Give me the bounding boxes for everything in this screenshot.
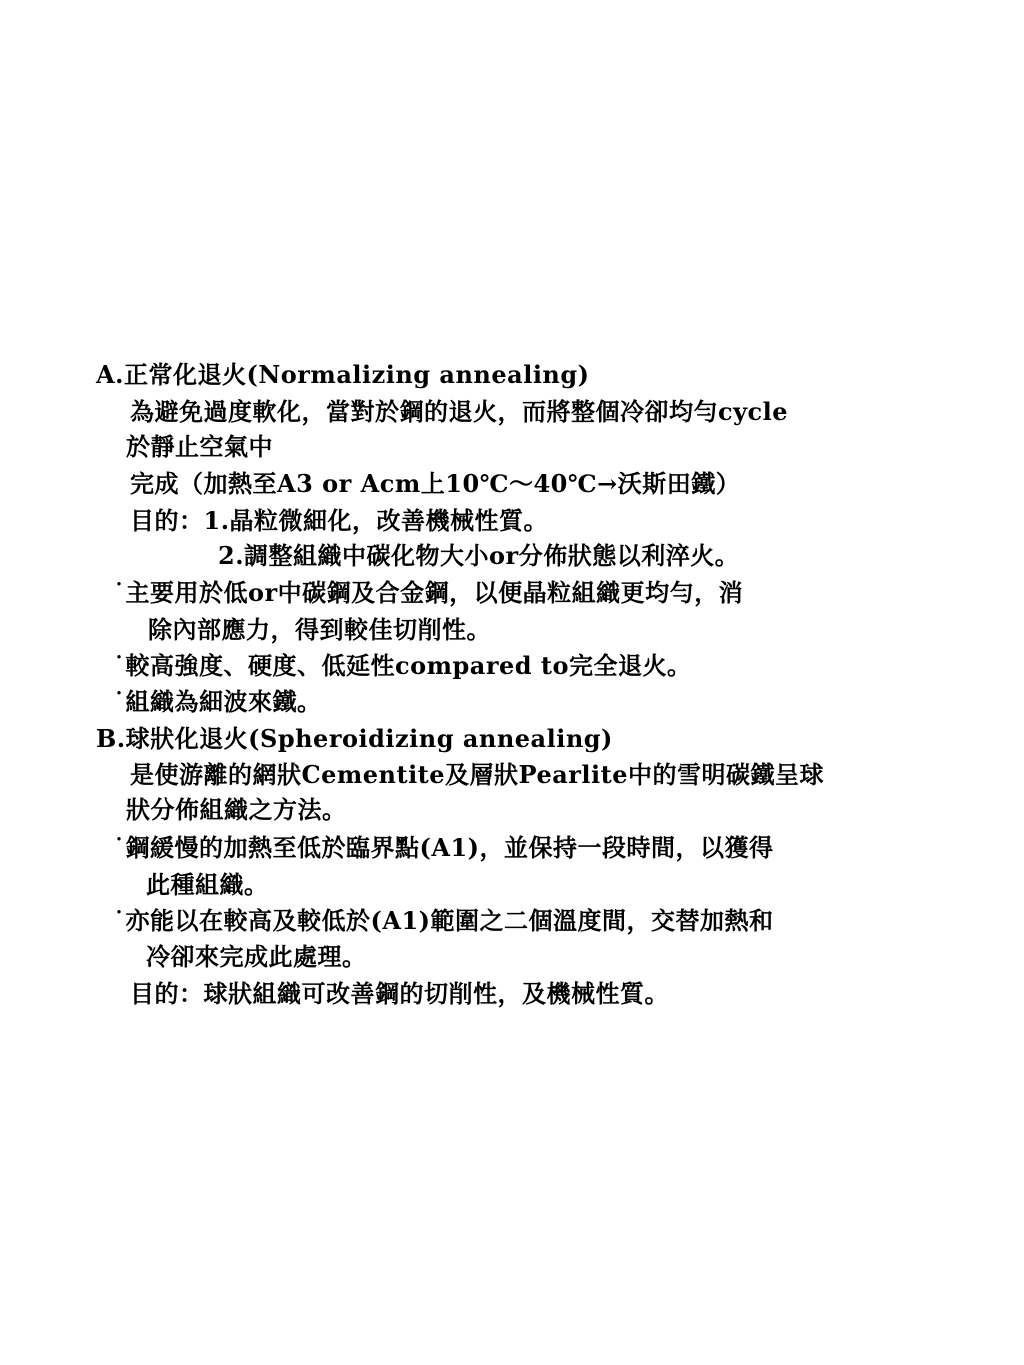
- section-b-bullet-2-line-2: 冷卻來完成此處理。: [146, 942, 367, 971]
- section-a-line-3: 完成（加熱至A3 or Acm上10℃～40℃→沃斯田鐵）: [130, 469, 741, 498]
- section-a-bullet-3: ˙組織為細波來鐵。: [113, 687, 322, 716]
- section-b-heading: B.球狀化退火(Spheroidizing annealing): [96, 724, 613, 753]
- section-a-purpose-1: 目的：1.晶粒微細化，改善機械性質。: [130, 506, 549, 535]
- section-b-line-1: 是使游離的網狀Cementite及層狀Pearlite中的雪明碳鐵呈球: [130, 760, 824, 789]
- section-a-heading: A.正常化退火(Normalizing annealing): [96, 360, 590, 389]
- section-a-purpose-2: 2.調整組織中碳化物大小or分佈狀態以利淬火。: [218, 541, 740, 570]
- section-b-line-2: 狀分佈組織之方法。: [126, 795, 347, 824]
- section-b-bullet-1-line-1: ˙鋼緩慢的加熱至低於臨界點(A1)，並保持一段時間，以獲得: [113, 833, 774, 862]
- section-b-bullet-1-line-2: 此種組織。: [146, 870, 269, 899]
- section-b-purpose: 目的：球狀組織可改善鋼的切削性，及機械性質。: [130, 979, 669, 1008]
- section-b-bullet-2-line-1: ˙亦能以在較高及較低於(A1)範圍之二個溫度間，交替加熱和: [113, 906, 774, 935]
- section-a-bullet-1-line-1: ˙主要用於低or中碳鋼及合金鋼，以便晶粒組織更均勻，消: [113, 578, 744, 607]
- section-a-line-1: 為避免過度軟化，當對於鋼的退火，而將整個冷卻均勻cycle: [130, 397, 789, 426]
- section-a-bullet-1-line-2: 除內部應力，得到較佳切削性。: [148, 615, 491, 644]
- section-a-bullet-2: ˙較高強度、硬度、低延性compared to完全退火。: [113, 651, 692, 680]
- section-a-line-2: 於靜止空氣中: [126, 432, 273, 461]
